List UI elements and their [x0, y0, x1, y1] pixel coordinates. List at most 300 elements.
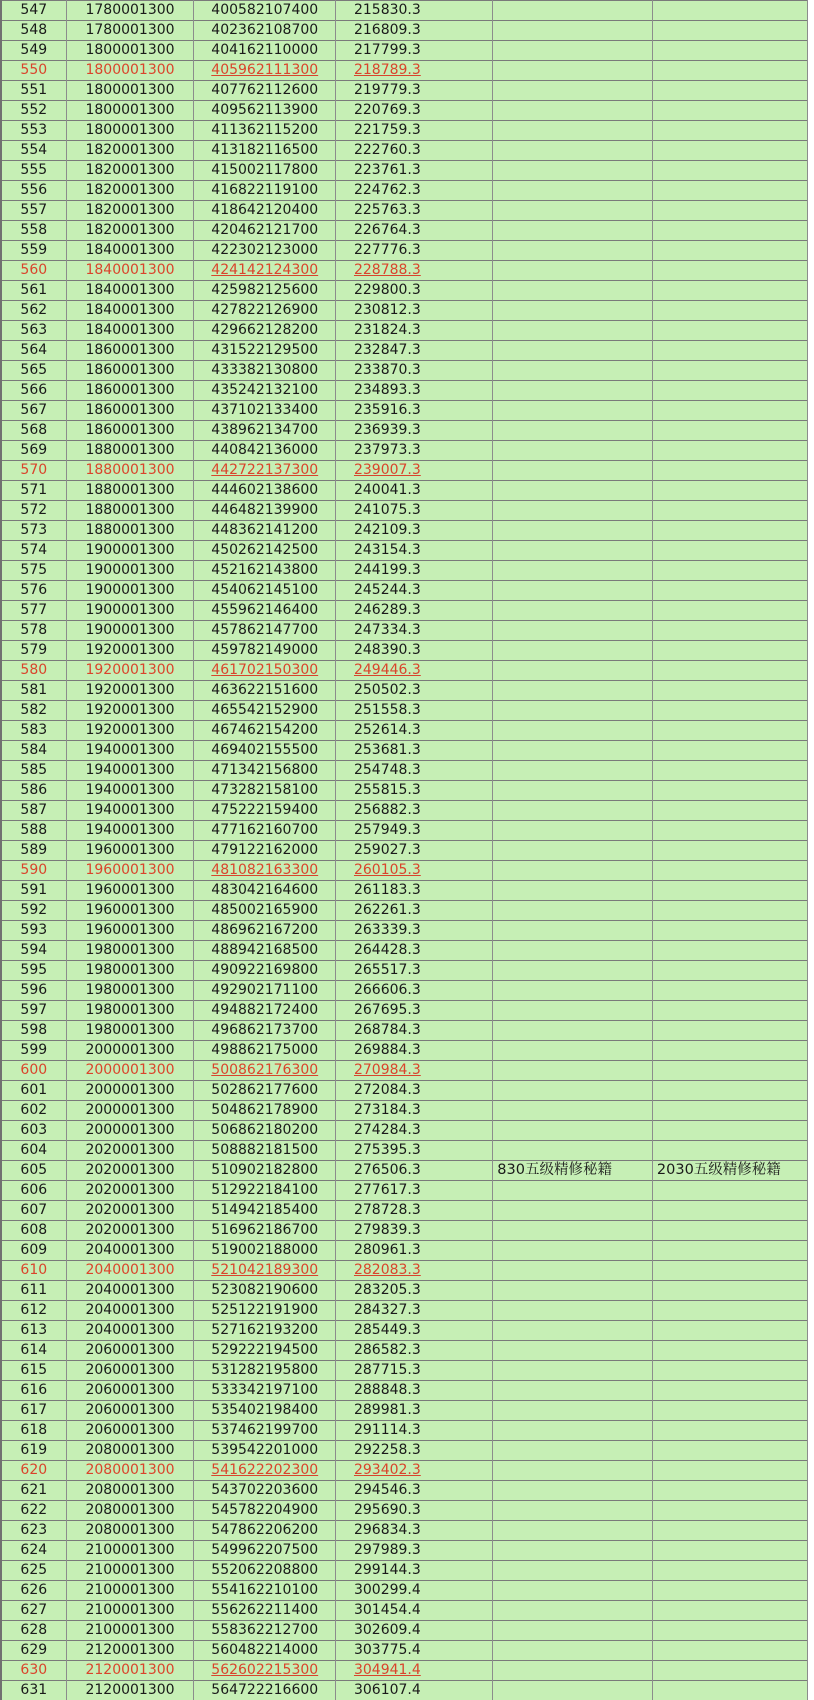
note-1-cell[interactable]: [493, 1581, 653, 1601]
row-number-cell[interactable]: 578: [1, 621, 66, 641]
note-2-cell[interactable]: [652, 301, 807, 321]
note-2-cell[interactable]: [652, 961, 807, 981]
value-b-cell[interactable]: 429662128200: [194, 321, 335, 341]
value-b-cell[interactable]: 446482139900: [194, 501, 335, 521]
value-c-cell[interactable]: 278728.3: [335, 1201, 492, 1221]
note-2-cell[interactable]: [652, 521, 807, 541]
value-b-cell[interactable]: 444602138600: [194, 481, 335, 501]
value-c-cell[interactable]: 288848.3: [335, 1381, 492, 1401]
row-number-cell[interactable]: 627: [1, 1601, 66, 1621]
value-b-cell[interactable]: 422302123000: [194, 241, 335, 261]
value-b-cell[interactable]: 431522129500: [194, 341, 335, 361]
value-c-cell[interactable]: 289981.3: [335, 1401, 492, 1421]
value-a-cell[interactable]: 2000001300: [66, 1101, 194, 1121]
row-number-cell[interactable]: 623: [1, 1521, 66, 1541]
row-number-cell[interactable]: 628: [1, 1621, 66, 1641]
value-a-cell[interactable]: 2100001300: [66, 1621, 194, 1641]
value-c-cell[interactable]: 226764.3: [335, 221, 492, 241]
value-c-cell[interactable]: 261183.3: [335, 881, 492, 901]
note-2-cell[interactable]: [652, 761, 807, 781]
value-c-cell[interactable]: 236939.3: [335, 421, 492, 441]
value-c-cell[interactable]: 256882.3: [335, 801, 492, 821]
row-number-cell[interactable]: 615: [1, 1361, 66, 1381]
value-c-cell[interactable]: 233870.3: [335, 361, 492, 381]
value-a-cell[interactable]: 2040001300: [66, 1261, 194, 1281]
note-2-cell[interactable]: 2030五级精修秘籍: [652, 1161, 807, 1181]
note-2-cell[interactable]: [652, 441, 807, 461]
value-b-cell[interactable]: 541622202300: [194, 1461, 335, 1481]
note-2-cell[interactable]: [652, 1141, 807, 1161]
value-a-cell[interactable]: 1780001300: [66, 1, 194, 21]
value-c-cell[interactable]: 240041.3: [335, 481, 492, 501]
note-1-cell[interactable]: [493, 821, 653, 841]
note-1-cell[interactable]: [493, 1201, 653, 1221]
row-number-cell[interactable]: 585: [1, 761, 66, 781]
note-1-cell[interactable]: [493, 1621, 653, 1641]
value-a-cell[interactable]: 2000001300: [66, 1041, 194, 1061]
row-number-cell[interactable]: 555: [1, 161, 66, 181]
note-2-cell[interactable]: [652, 661, 807, 681]
value-b-cell[interactable]: 457862147700: [194, 621, 335, 641]
value-a-cell[interactable]: 1860001300: [66, 361, 194, 381]
row-number-cell[interactable]: 602: [1, 1101, 66, 1121]
value-c-cell[interactable]: 239007.3: [335, 461, 492, 481]
value-c-cell[interactable]: 272084.3: [335, 1081, 492, 1101]
row-number-cell[interactable]: 605: [1, 1161, 66, 1181]
row-number-cell[interactable]: 609: [1, 1241, 66, 1261]
note-2-cell[interactable]: [652, 1, 807, 21]
value-c-cell[interactable]: 293402.3: [335, 1461, 492, 1481]
value-c-cell[interactable]: 217799.3: [335, 41, 492, 61]
row-number-cell[interactable]: 598: [1, 1021, 66, 1041]
note-1-cell[interactable]: [493, 1, 653, 21]
value-a-cell[interactable]: 2020001300: [66, 1221, 194, 1241]
value-a-cell[interactable]: 1980001300: [66, 961, 194, 981]
note-1-cell[interactable]: [493, 1501, 653, 1521]
note-2-cell[interactable]: [652, 501, 807, 521]
value-c-cell[interactable]: 292258.3: [335, 1441, 492, 1461]
value-a-cell[interactable]: 1980001300: [66, 981, 194, 1001]
row-number-cell[interactable]: 574: [1, 541, 66, 561]
note-2-cell[interactable]: [652, 841, 807, 861]
note-2-cell[interactable]: [652, 581, 807, 601]
row-number-cell[interactable]: 584: [1, 741, 66, 761]
note-1-cell[interactable]: [493, 1281, 653, 1301]
row-number-cell[interactable]: 565: [1, 361, 66, 381]
value-b-cell[interactable]: 427822126900: [194, 301, 335, 321]
value-a-cell[interactable]: 1960001300: [66, 901, 194, 921]
note-1-cell[interactable]: [493, 661, 653, 681]
note-2-cell[interactable]: [652, 701, 807, 721]
note-2-cell[interactable]: [652, 921, 807, 941]
note-2-cell[interactable]: [652, 1521, 807, 1541]
value-c-cell[interactable]: 275395.3: [335, 1141, 492, 1161]
note-2-cell[interactable]: [652, 121, 807, 141]
value-a-cell[interactable]: 1840001300: [66, 281, 194, 301]
value-b-cell[interactable]: 537462199700: [194, 1421, 335, 1441]
row-number-cell[interactable]: 588: [1, 821, 66, 841]
note-2-cell[interactable]: [652, 1421, 807, 1441]
note-1-cell[interactable]: [493, 1541, 653, 1561]
value-b-cell[interactable]: 448362141200: [194, 521, 335, 541]
value-c-cell[interactable]: 282083.3: [335, 1261, 492, 1281]
row-number-cell[interactable]: 624: [1, 1541, 66, 1561]
row-number-cell[interactable]: 572: [1, 501, 66, 521]
value-c-cell[interactable]: 273184.3: [335, 1101, 492, 1121]
row-number-cell[interactable]: 567: [1, 401, 66, 421]
value-a-cell[interactable]: 1980001300: [66, 1001, 194, 1021]
value-c-cell[interactable]: 220769.3: [335, 101, 492, 121]
value-a-cell[interactable]: 2080001300: [66, 1481, 194, 1501]
value-b-cell[interactable]: 415002117800: [194, 161, 335, 181]
row-number-cell[interactable]: 619: [1, 1441, 66, 1461]
value-a-cell[interactable]: 2120001300: [66, 1661, 194, 1681]
note-1-cell[interactable]: [493, 941, 653, 961]
value-a-cell[interactable]: 1860001300: [66, 341, 194, 361]
note-2-cell[interactable]: [652, 1481, 807, 1501]
value-b-cell[interactable]: 514942185400: [194, 1201, 335, 1221]
value-b-cell[interactable]: 498862175000: [194, 1041, 335, 1061]
note-1-cell[interactable]: [493, 541, 653, 561]
note-1-cell[interactable]: [493, 361, 653, 381]
row-number-cell[interactable]: 587: [1, 801, 66, 821]
value-c-cell[interactable]: 231824.3: [335, 321, 492, 341]
value-c-cell[interactable]: 230812.3: [335, 301, 492, 321]
value-c-cell[interactable]: 265517.3: [335, 961, 492, 981]
row-number-cell[interactable]: 593: [1, 921, 66, 941]
value-b-cell[interactable]: 416822119100: [194, 181, 335, 201]
note-2-cell[interactable]: [652, 621, 807, 641]
value-a-cell[interactable]: 1880001300: [66, 461, 194, 481]
value-b-cell[interactable]: 461702150300: [194, 661, 335, 681]
note-1-cell[interactable]: [493, 101, 653, 121]
note-1-cell[interactable]: [493, 1661, 653, 1681]
row-number-cell[interactable]: 569: [1, 441, 66, 461]
value-a-cell[interactable]: 2020001300: [66, 1181, 194, 1201]
note-2-cell[interactable]: [652, 1341, 807, 1361]
row-number-cell[interactable]: 630: [1, 1661, 66, 1681]
row-number-cell[interactable]: 625: [1, 1561, 66, 1581]
value-b-cell[interactable]: 469402155500: [194, 741, 335, 761]
value-a-cell[interactable]: 1820001300: [66, 181, 194, 201]
row-number-cell[interactable]: 622: [1, 1501, 66, 1521]
value-a-cell[interactable]: 2120001300: [66, 1681, 194, 1700]
value-c-cell[interactable]: 250502.3: [335, 681, 492, 701]
note-1-cell[interactable]: [493, 301, 653, 321]
note-2-cell[interactable]: [652, 221, 807, 241]
value-a-cell[interactable]: 1860001300: [66, 381, 194, 401]
value-c-cell[interactable]: 286582.3: [335, 1341, 492, 1361]
value-b-cell[interactable]: 450262142500: [194, 541, 335, 561]
value-a-cell[interactable]: 1920001300: [66, 641, 194, 661]
note-2-cell[interactable]: [652, 181, 807, 201]
note-2-cell[interactable]: [652, 1621, 807, 1641]
value-c-cell[interactable]: 280961.3: [335, 1241, 492, 1261]
row-number-cell[interactable]: 589: [1, 841, 66, 861]
note-2-cell[interactable]: [652, 361, 807, 381]
value-b-cell[interactable]: 525122191900: [194, 1301, 335, 1321]
value-b-cell[interactable]: 467462154200: [194, 721, 335, 741]
note-1-cell[interactable]: [493, 641, 653, 661]
note-1-cell[interactable]: [493, 781, 653, 801]
value-b-cell[interactable]: 535402198400: [194, 1401, 335, 1421]
note-2-cell[interactable]: [652, 801, 807, 821]
note-2-cell[interactable]: [652, 81, 807, 101]
note-1-cell[interactable]: [493, 21, 653, 41]
value-a-cell[interactable]: 1980001300: [66, 941, 194, 961]
note-2-cell[interactable]: [652, 1441, 807, 1461]
value-c-cell[interactable]: 297989.3: [335, 1541, 492, 1561]
value-c-cell[interactable]: 248390.3: [335, 641, 492, 661]
value-b-cell[interactable]: 510902182800: [194, 1161, 335, 1181]
note-1-cell[interactable]: [493, 1341, 653, 1361]
value-a-cell[interactable]: 1980001300: [66, 1021, 194, 1041]
note-1-cell[interactable]: [493, 1441, 653, 1461]
value-a-cell[interactable]: 1880001300: [66, 441, 194, 461]
value-b-cell[interactable]: 543702203600: [194, 1481, 335, 1501]
value-a-cell[interactable]: 2040001300: [66, 1241, 194, 1261]
value-b-cell[interactable]: 512922184100: [194, 1181, 335, 1201]
row-number-cell[interactable]: 601: [1, 1081, 66, 1101]
value-c-cell[interactable]: 246289.3: [335, 601, 492, 621]
value-b-cell[interactable]: 516962186700: [194, 1221, 335, 1241]
row-number-cell[interactable]: 604: [1, 1141, 66, 1161]
note-1-cell[interactable]: [493, 561, 653, 581]
note-1-cell[interactable]: [493, 141, 653, 161]
value-b-cell[interactable]: 459782149000: [194, 641, 335, 661]
note-2-cell[interactable]: [652, 321, 807, 341]
row-number-cell[interactable]: 591: [1, 881, 66, 901]
note-2-cell[interactable]: [652, 1321, 807, 1341]
value-b-cell[interactable]: 424142124300: [194, 261, 335, 281]
value-a-cell[interactable]: 2080001300: [66, 1501, 194, 1521]
note-1-cell[interactable]: [493, 701, 653, 721]
value-c-cell[interactable]: 215830.3: [335, 1, 492, 21]
value-a-cell[interactable]: 2120001300: [66, 1641, 194, 1661]
value-b-cell[interactable]: 435242132100: [194, 381, 335, 401]
value-a-cell[interactable]: 2060001300: [66, 1381, 194, 1401]
note-1-cell[interactable]: [493, 1221, 653, 1241]
value-b-cell[interactable]: 407762112600: [194, 81, 335, 101]
note-1-cell[interactable]: [493, 61, 653, 81]
value-a-cell[interactable]: 1880001300: [66, 481, 194, 501]
row-number-cell[interactable]: 595: [1, 961, 66, 981]
value-c-cell[interactable]: 299144.3: [335, 1561, 492, 1581]
row-number-cell[interactable]: 577: [1, 601, 66, 621]
value-c-cell[interactable]: 301454.4: [335, 1601, 492, 1621]
value-b-cell[interactable]: 527162193200: [194, 1321, 335, 1341]
value-c-cell[interactable]: 269884.3: [335, 1041, 492, 1061]
value-b-cell[interactable]: 529222194500: [194, 1341, 335, 1361]
note-2-cell[interactable]: [652, 1261, 807, 1281]
value-a-cell[interactable]: 1860001300: [66, 401, 194, 421]
note-2-cell[interactable]: [652, 1381, 807, 1401]
row-number-cell[interactable]: 586: [1, 781, 66, 801]
value-c-cell[interactable]: 294546.3: [335, 1481, 492, 1501]
value-b-cell[interactable]: 492902171100: [194, 981, 335, 1001]
row-number-cell[interactable]: 561: [1, 281, 66, 301]
note-1-cell[interactable]: [493, 161, 653, 181]
row-number-cell[interactable]: 580: [1, 661, 66, 681]
value-b-cell[interactable]: 425982125600: [194, 281, 335, 301]
value-a-cell[interactable]: 1960001300: [66, 921, 194, 941]
row-number-cell[interactable]: 557: [1, 201, 66, 221]
note-2-cell[interactable]: [652, 1221, 807, 1241]
row-number-cell[interactable]: 603: [1, 1121, 66, 1141]
value-a-cell[interactable]: 1820001300: [66, 141, 194, 161]
note-1-cell[interactable]: [493, 1001, 653, 1021]
value-b-cell[interactable]: 455962146400: [194, 601, 335, 621]
note-2-cell[interactable]: [652, 861, 807, 881]
value-c-cell[interactable]: 296834.3: [335, 1521, 492, 1541]
value-b-cell[interactable]: 558362212700: [194, 1621, 335, 1641]
value-a-cell[interactable]: 1900001300: [66, 621, 194, 641]
row-number-cell[interactable]: 594: [1, 941, 66, 961]
row-number-cell[interactable]: 550: [1, 61, 66, 81]
row-number-cell[interactable]: 596: [1, 981, 66, 1001]
value-b-cell[interactable]: 400582107400: [194, 1, 335, 21]
row-number-cell[interactable]: 548: [1, 21, 66, 41]
value-c-cell[interactable]: 221759.3: [335, 121, 492, 141]
value-a-cell[interactable]: 2100001300: [66, 1581, 194, 1601]
value-a-cell[interactable]: 1820001300: [66, 161, 194, 181]
value-a-cell[interactable]: 2040001300: [66, 1301, 194, 1321]
value-b-cell[interactable]: 477162160700: [194, 821, 335, 841]
row-number-cell[interactable]: 564: [1, 341, 66, 361]
value-a-cell[interactable]: 2000001300: [66, 1061, 194, 1081]
row-number-cell[interactable]: 616: [1, 1381, 66, 1401]
value-b-cell[interactable]: 490922169800: [194, 961, 335, 981]
value-a-cell[interactable]: 2020001300: [66, 1141, 194, 1161]
note-2-cell[interactable]: [652, 1601, 807, 1621]
row-number-cell[interactable]: 562: [1, 301, 66, 321]
note-1-cell[interactable]: [493, 321, 653, 341]
value-b-cell[interactable]: 494882172400: [194, 1001, 335, 1021]
value-b-cell[interactable]: 483042164600: [194, 881, 335, 901]
value-a-cell[interactable]: 1860001300: [66, 421, 194, 441]
note-2-cell[interactable]: [652, 901, 807, 921]
value-b-cell[interactable]: 409562113900: [194, 101, 335, 121]
value-a-cell[interactable]: 1940001300: [66, 801, 194, 821]
value-a-cell[interactable]: 1780001300: [66, 21, 194, 41]
value-b-cell[interactable]: 523082190600: [194, 1281, 335, 1301]
value-b-cell[interactable]: 554162210100: [194, 1581, 335, 1601]
value-a-cell[interactable]: 2100001300: [66, 1561, 194, 1581]
value-c-cell[interactable]: 266606.3: [335, 981, 492, 1001]
value-c-cell[interactable]: 247334.3: [335, 621, 492, 641]
value-b-cell[interactable]: 402362108700: [194, 21, 335, 41]
row-number-cell[interactable]: 581: [1, 681, 66, 701]
row-number-cell[interactable]: 579: [1, 641, 66, 661]
note-1-cell[interactable]: [493, 1261, 653, 1281]
value-c-cell[interactable]: 303775.4: [335, 1641, 492, 1661]
note-1-cell[interactable]: [493, 1401, 653, 1421]
note-2-cell[interactable]: [652, 1501, 807, 1521]
note-1-cell[interactable]: [493, 1141, 653, 1161]
value-a-cell[interactable]: 2060001300: [66, 1361, 194, 1381]
row-number-cell[interactable]: 558: [1, 221, 66, 241]
note-1-cell[interactable]: [493, 441, 653, 461]
row-number-cell[interactable]: 556: [1, 181, 66, 201]
value-b-cell[interactable]: 519002188000: [194, 1241, 335, 1261]
row-number-cell[interactable]: 617: [1, 1401, 66, 1421]
value-b-cell[interactable]: 560482214000: [194, 1641, 335, 1661]
value-a-cell[interactable]: 1880001300: [66, 501, 194, 521]
value-c-cell[interactable]: 260105.3: [335, 861, 492, 881]
value-c-cell[interactable]: 262261.3: [335, 901, 492, 921]
row-number-cell[interactable]: 613: [1, 1321, 66, 1341]
note-2-cell[interactable]: [652, 1201, 807, 1221]
value-c-cell[interactable]: 224762.3: [335, 181, 492, 201]
value-c-cell[interactable]: 287715.3: [335, 1361, 492, 1381]
note-2-cell[interactable]: [652, 61, 807, 81]
note-2-cell[interactable]: [652, 1181, 807, 1201]
row-number-cell[interactable]: 620: [1, 1461, 66, 1481]
value-a-cell[interactable]: 2020001300: [66, 1201, 194, 1221]
row-number-cell[interactable]: 618: [1, 1421, 66, 1441]
note-2-cell[interactable]: [652, 821, 807, 841]
note-2-cell[interactable]: [652, 981, 807, 1001]
note-2-cell[interactable]: [652, 1681, 807, 1700]
note-1-cell[interactable]: [493, 681, 653, 701]
value-a-cell[interactable]: 2020001300: [66, 1161, 194, 1181]
note-2-cell[interactable]: [652, 1121, 807, 1141]
note-2-cell[interactable]: [652, 1241, 807, 1261]
note-2-cell[interactable]: [652, 1581, 807, 1601]
note-1-cell[interactable]: [493, 961, 653, 981]
note-1-cell[interactable]: [493, 241, 653, 261]
value-a-cell[interactable]: 1800001300: [66, 101, 194, 121]
note-1-cell[interactable]: [493, 1081, 653, 1101]
value-b-cell[interactable]: 564722216600: [194, 1681, 335, 1700]
row-number-cell[interactable]: 621: [1, 1481, 66, 1501]
value-b-cell[interactable]: 549962207500: [194, 1541, 335, 1561]
value-a-cell[interactable]: 1920001300: [66, 701, 194, 721]
value-b-cell[interactable]: 508882181500: [194, 1141, 335, 1161]
value-c-cell[interactable]: 253681.3: [335, 741, 492, 761]
value-c-cell[interactable]: 229800.3: [335, 281, 492, 301]
row-number-cell[interactable]: 573: [1, 521, 66, 541]
note-2-cell[interactable]: [652, 41, 807, 61]
note-2-cell[interactable]: [652, 281, 807, 301]
value-b-cell[interactable]: 454062145100: [194, 581, 335, 601]
note-1-cell[interactable]: [493, 381, 653, 401]
value-c-cell[interactable]: 268784.3: [335, 1021, 492, 1041]
note-1-cell[interactable]: [493, 1641, 653, 1661]
value-a-cell[interactable]: 1960001300: [66, 861, 194, 881]
value-b-cell[interactable]: 485002165900: [194, 901, 335, 921]
row-number-cell[interactable]: 592: [1, 901, 66, 921]
value-b-cell[interactable]: 486962167200: [194, 921, 335, 941]
value-a-cell[interactable]: 1800001300: [66, 41, 194, 61]
note-2-cell[interactable]: [652, 461, 807, 481]
value-a-cell[interactable]: 1800001300: [66, 61, 194, 81]
note-1-cell[interactable]: [493, 1681, 653, 1700]
note-1-cell[interactable]: [493, 421, 653, 441]
value-c-cell[interactable]: 306107.4: [335, 1681, 492, 1700]
value-c-cell[interactable]: 227776.3: [335, 241, 492, 261]
note-2-cell[interactable]: [652, 161, 807, 181]
row-number-cell[interactable]: 611: [1, 1281, 66, 1301]
note-2-cell[interactable]: [652, 741, 807, 761]
note-1-cell[interactable]: [493, 1421, 653, 1441]
value-a-cell[interactable]: 1920001300: [66, 681, 194, 701]
note-1-cell[interactable]: [493, 1041, 653, 1061]
row-number-cell[interactable]: 566: [1, 381, 66, 401]
note-2-cell[interactable]: [652, 941, 807, 961]
note-1-cell[interactable]: [493, 1381, 653, 1401]
value-a-cell[interactable]: 2000001300: [66, 1081, 194, 1101]
